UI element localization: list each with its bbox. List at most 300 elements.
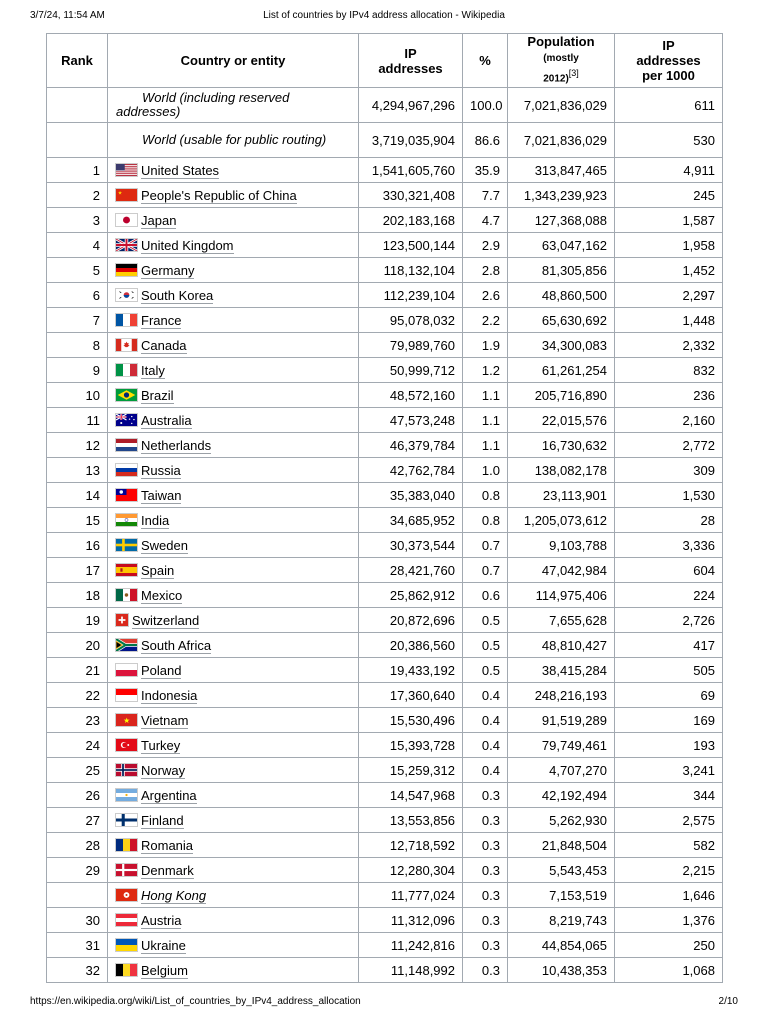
percent-cell: 0.3 bbox=[463, 858, 508, 883]
ro-flag bbox=[115, 838, 138, 852]
ip-addresses-cell: 330,321,408 bbox=[359, 183, 463, 208]
country-cell bbox=[108, 883, 359, 908]
percent-cell: 0.8 bbox=[463, 508, 508, 533]
world-name[interactable]: World (including reserved addresses) bbox=[116, 90, 290, 119]
table-row bbox=[47, 583, 723, 608]
country-cell bbox=[108, 458, 359, 483]
country-cell bbox=[108, 333, 359, 358]
ip-addresses-cell: 46,379,784 bbox=[359, 433, 463, 458]
percent-cell: 0.5 bbox=[463, 633, 508, 658]
rank-cell: 29 bbox=[47, 858, 108, 883]
table-row bbox=[47, 358, 723, 383]
country-cell bbox=[108, 583, 359, 608]
rank-cell: 31 bbox=[47, 933, 108, 958]
country-cell bbox=[108, 933, 359, 958]
per1000-cell: 2,297 bbox=[615, 283, 723, 308]
country-cell bbox=[108, 283, 359, 308]
rank-cell: 11 bbox=[47, 408, 108, 433]
ip-addresses-cell: 11,148,992 bbox=[359, 958, 463, 983]
table-row bbox=[47, 858, 723, 883]
percent-cell: 35.9 bbox=[463, 158, 508, 183]
country-cell bbox=[108, 758, 359, 783]
per1000-cell: 2,772 bbox=[615, 433, 723, 458]
hk-flag bbox=[115, 888, 138, 902]
population-cell: 1,343,239,923 bbox=[508, 183, 615, 208]
population-cell: 38,415,284 bbox=[508, 658, 615, 683]
rank-cell: 10 bbox=[47, 383, 108, 408]
population-cell: 138,082,178 bbox=[508, 458, 615, 483]
percent-cell: 2.2 bbox=[463, 308, 508, 333]
country-cell bbox=[108, 408, 359, 433]
table-row bbox=[47, 208, 723, 233]
country-link[interactable]: Hong Kong bbox=[141, 887, 207, 903]
country-cell bbox=[108, 533, 359, 558]
population-cell: 48,860,500 bbox=[508, 283, 615, 308]
country-link[interactable]: Poland bbox=[141, 662, 182, 678]
population-cell: 205,716,890 bbox=[508, 383, 615, 408]
col-rank-header[interactable]: Rank bbox=[47, 34, 108, 88]
country-link[interactable]: Argentina bbox=[141, 787, 197, 803]
ca-flag bbox=[115, 338, 138, 352]
tw-flag bbox=[115, 488, 138, 502]
country-link[interactable]: Sweden bbox=[141, 537, 188, 553]
country-link[interactable]: Australia bbox=[141, 412, 192, 428]
ip-addresses-cell: 15,393,728 bbox=[359, 733, 463, 758]
ip-addresses-cell: 20,386,560 bbox=[359, 633, 463, 658]
country-cell bbox=[108, 88, 359, 123]
table-row bbox=[47, 408, 723, 433]
country-cell bbox=[108, 208, 359, 233]
per1000-cell: 604 bbox=[615, 558, 723, 583]
population-cell: 65,630,692 bbox=[508, 308, 615, 333]
country-link[interactable]: United Kingdom bbox=[141, 237, 234, 253]
per1000-cell: 2,726 bbox=[615, 608, 723, 633]
pl-flag bbox=[115, 663, 138, 677]
table-row bbox=[47, 908, 723, 933]
de-flag bbox=[115, 263, 138, 277]
table-row bbox=[47, 283, 723, 308]
table-row bbox=[47, 958, 723, 983]
population-cell: 21,848,504 bbox=[508, 833, 615, 858]
country-link[interactable]: France bbox=[141, 312, 182, 328]
country-link[interactable]: Denmark bbox=[141, 862, 194, 878]
ru-flag bbox=[115, 463, 138, 477]
percent-cell: 0.5 bbox=[463, 658, 508, 683]
population-cell: 313,847,465 bbox=[508, 158, 615, 183]
table-row bbox=[47, 633, 723, 658]
ip-addresses-cell: 15,259,312 bbox=[359, 758, 463, 783]
percent-cell: 1.1 bbox=[463, 408, 508, 433]
table-row bbox=[47, 683, 723, 708]
ip-addresses-cell: 13,553,856 bbox=[359, 808, 463, 833]
table-row bbox=[47, 933, 723, 958]
table-row bbox=[47, 658, 723, 683]
ip-addresses-cell: 17,360,640 bbox=[359, 683, 463, 708]
per1000-cell: 28 bbox=[615, 508, 723, 533]
population-cell: 91,519,289 bbox=[508, 708, 615, 733]
rank-cell: 18 bbox=[47, 583, 108, 608]
per1000-cell: 582 bbox=[615, 833, 723, 858]
percent-cell: 0.4 bbox=[463, 683, 508, 708]
country-link[interactable]: Japan bbox=[141, 212, 177, 228]
table-header-row bbox=[47, 34, 723, 88]
print-footer bbox=[30, 996, 738, 1010]
percent-cell: 0.3 bbox=[463, 783, 508, 808]
country-link[interactable]: Netherlands bbox=[141, 437, 212, 453]
per1000-cell: 2,332 bbox=[615, 333, 723, 358]
country-link[interactable]: Mexico bbox=[141, 587, 183, 603]
dk-flag bbox=[115, 863, 138, 877]
country-link[interactable]: Austria bbox=[141, 912, 182, 928]
country-link[interactable]: Italy bbox=[141, 362, 165, 378]
svg-text:★: ★ bbox=[123, 715, 131, 725]
ip-addresses-cell: 95,078,032 bbox=[359, 308, 463, 333]
jp-flag bbox=[115, 213, 138, 227]
per1000-cell: 1,448 bbox=[615, 308, 723, 333]
population-cell: 34,300,083 bbox=[508, 333, 615, 358]
percent-cell: 0.3 bbox=[463, 958, 508, 983]
ch-flag bbox=[115, 613, 129, 627]
percent-cell: 0.3 bbox=[463, 808, 508, 833]
rank-cell: 32 bbox=[47, 958, 108, 983]
per1000-cell: 611 bbox=[615, 88, 723, 123]
svg-text:★: ★ bbox=[117, 190, 123, 197]
table-row bbox=[47, 508, 723, 533]
population-cell: 8,219,743 bbox=[508, 908, 615, 933]
population-cell: 248,216,193 bbox=[508, 683, 615, 708]
rank-cell: 27 bbox=[47, 808, 108, 833]
table-row bbox=[47, 833, 723, 858]
rank-cell: 6 bbox=[47, 283, 108, 308]
country-link[interactable]: Belgium bbox=[141, 962, 188, 978]
percent-cell: 0.3 bbox=[463, 933, 508, 958]
percent-cell: 1.1 bbox=[463, 433, 508, 458]
per1000-cell: 1,452 bbox=[615, 258, 723, 283]
tr-flag bbox=[115, 738, 138, 752]
vn-flag bbox=[115, 713, 138, 727]
percent-cell: 0.5 bbox=[463, 608, 508, 633]
per1000-cell: 1,530 bbox=[615, 483, 723, 508]
per1000-cell: 245 bbox=[615, 183, 723, 208]
rank-cell: 15 bbox=[47, 508, 108, 533]
ip-addresses-cell: 50,999,712 bbox=[359, 358, 463, 383]
population-cell: 7,153,519 bbox=[508, 883, 615, 908]
it-flag bbox=[115, 363, 138, 377]
print-datetime: 3/7/24, 11:54 AM bbox=[30, 10, 105, 21]
population-cell: 63,047,162 bbox=[508, 233, 615, 258]
per1000-cell: 832 bbox=[615, 358, 723, 383]
col-pct-header[interactable]: % bbox=[463, 34, 508, 88]
citation-link[interactable]: [3] bbox=[568, 68, 579, 79]
country-link[interactable]: Turkey bbox=[141, 737, 181, 753]
rank-cell: 13 bbox=[47, 458, 108, 483]
percent-cell: 2.9 bbox=[463, 233, 508, 258]
rank-cell: 23 bbox=[47, 708, 108, 733]
country-cell bbox=[108, 383, 359, 408]
table-row bbox=[47, 383, 723, 408]
table-row bbox=[47, 183, 723, 208]
population-cell: 22,015,576 bbox=[508, 408, 615, 433]
population-cell: 81,305,856 bbox=[508, 258, 615, 283]
country-link[interactable]: Indonesia bbox=[141, 687, 198, 703]
percent-cell: 100.0 bbox=[463, 88, 508, 123]
population-cell: 7,021,836,029 bbox=[508, 123, 615, 158]
percent-cell: 0.3 bbox=[463, 908, 508, 933]
per1000-cell: 1,068 bbox=[615, 958, 723, 983]
au-flag bbox=[115, 413, 138, 427]
percent-cell: 0.7 bbox=[463, 533, 508, 558]
country-link[interactable]: South Korea bbox=[141, 287, 214, 303]
rank-cell: 19 bbox=[47, 608, 108, 633]
print-url: https://en.wikipedia.org/wiki/List_of_countries_by_IPv4_address_allocation bbox=[30, 996, 361, 1007]
population-cell: 5,262,930 bbox=[508, 808, 615, 833]
ip-addresses-cell: 48,572,160 bbox=[359, 383, 463, 408]
country-link[interactable]: United States bbox=[141, 162, 220, 178]
rank-cell bbox=[47, 883, 108, 908]
rank-cell: 24 bbox=[47, 733, 108, 758]
nl-flag bbox=[115, 438, 138, 452]
ip-addresses-cell: 19,433,192 bbox=[359, 658, 463, 683]
ip-addresses-cell: 11,242,816 bbox=[359, 933, 463, 958]
population-cell: 7,655,628 bbox=[508, 608, 615, 633]
ip-addresses-cell: 1,541,605,760 bbox=[359, 158, 463, 183]
rank-cell: 17 bbox=[47, 558, 108, 583]
ip-addresses-cell: 11,777,024 bbox=[359, 883, 463, 908]
per1000-cell: 3,241 bbox=[615, 758, 723, 783]
ip-addresses-cell: 4,294,967,296 bbox=[359, 88, 463, 123]
fr-flag bbox=[115, 313, 138, 327]
percent-cell: 0.4 bbox=[463, 758, 508, 783]
rank-cell: 16 bbox=[47, 533, 108, 558]
population-cell: 23,113,901 bbox=[508, 483, 615, 508]
per1000-cell: 250 bbox=[615, 933, 723, 958]
print-title: List of countries by IPv4 address allocation - Wikipedia bbox=[263, 10, 505, 21]
country-link[interactable]: Brazil bbox=[141, 387, 174, 403]
per1000-cell: 1,958 bbox=[615, 233, 723, 258]
country-link[interactable]: Spain bbox=[141, 562, 175, 578]
rank-cell: 2 bbox=[47, 183, 108, 208]
in-flag bbox=[115, 513, 138, 527]
country-link[interactable]: South Africa bbox=[141, 637, 212, 653]
country-link[interactable]: India bbox=[141, 512, 170, 528]
col-country-header[interactable]: Country or entity bbox=[108, 34, 359, 88]
country-cell bbox=[108, 658, 359, 683]
ip-addresses-cell: 30,373,544 bbox=[359, 533, 463, 558]
population-cell: 5,543,453 bbox=[508, 858, 615, 883]
rank-cell: 9 bbox=[47, 358, 108, 383]
ar-flag bbox=[115, 788, 138, 802]
population-cell: 4,707,270 bbox=[508, 758, 615, 783]
population-cell: 79,749,461 bbox=[508, 733, 615, 758]
percent-cell: 1.9 bbox=[463, 333, 508, 358]
se-flag bbox=[115, 538, 138, 552]
country-cell bbox=[108, 433, 359, 458]
mx-flag bbox=[115, 588, 138, 602]
country-cell bbox=[108, 308, 359, 333]
ip-addresses-cell: 34,685,952 bbox=[359, 508, 463, 533]
country-cell bbox=[108, 908, 359, 933]
per1000-cell: 1,376 bbox=[615, 908, 723, 933]
country-cell bbox=[108, 683, 359, 708]
no-flag bbox=[115, 763, 138, 777]
country-cell bbox=[108, 833, 359, 858]
country-link[interactable]: Russia bbox=[141, 462, 181, 478]
ip-addresses-cell: 25,862,912 bbox=[359, 583, 463, 608]
percent-cell: 2.8 bbox=[463, 258, 508, 283]
fi-flag bbox=[115, 813, 138, 827]
gb-flag bbox=[115, 238, 138, 252]
rank-cell: 4 bbox=[47, 233, 108, 258]
country-cell bbox=[108, 733, 359, 758]
rank-cell: 25 bbox=[47, 758, 108, 783]
per1000-cell: 4,911 bbox=[615, 158, 723, 183]
ipv4-allocation-table bbox=[46, 33, 723, 983]
table-row bbox=[47, 233, 723, 258]
country-link[interactable]: Vietnam bbox=[141, 712, 189, 728]
country-cell bbox=[108, 233, 359, 258]
be-flag bbox=[115, 963, 138, 977]
us-flag bbox=[115, 163, 138, 177]
per1000-cell: 530 bbox=[615, 123, 723, 158]
rank-cell: 14 bbox=[47, 483, 108, 508]
per1000-cell: 236 bbox=[615, 383, 723, 408]
percent-cell: 2.6 bbox=[463, 283, 508, 308]
country-cell bbox=[108, 858, 359, 883]
rank-cell: 5 bbox=[47, 258, 108, 283]
ip-addresses-cell: 28,421,760 bbox=[359, 558, 463, 583]
ip-addresses-cell: 12,280,304 bbox=[359, 858, 463, 883]
population-cell: 114,975,406 bbox=[508, 583, 615, 608]
per1000-cell: 1,587 bbox=[615, 208, 723, 233]
country-cell bbox=[108, 558, 359, 583]
table-row bbox=[47, 558, 723, 583]
country-cell bbox=[108, 183, 359, 208]
table-row bbox=[47, 308, 723, 333]
percent-cell: 0.8 bbox=[463, 483, 508, 508]
percent-cell: 0.4 bbox=[463, 733, 508, 758]
table-row bbox=[47, 533, 723, 558]
table-row bbox=[47, 483, 723, 508]
country-link[interactable]: Norway bbox=[141, 762, 186, 778]
br-flag bbox=[115, 388, 138, 402]
table-row bbox=[47, 883, 723, 908]
col-per1000-header[interactable]: IP addresses per 1000 bbox=[615, 34, 723, 88]
population-cell: 127,368,088 bbox=[508, 208, 615, 233]
country-link[interactable]: People's Republic of China bbox=[141, 187, 297, 203]
per1000-cell: 224 bbox=[615, 583, 723, 608]
country-link[interactable]: Ukraine bbox=[141, 937, 186, 953]
rank-cell bbox=[47, 123, 108, 158]
ip-addresses-cell: 35,383,040 bbox=[359, 483, 463, 508]
percent-cell: 0.3 bbox=[463, 833, 508, 858]
country-link[interactable]: Canada bbox=[141, 337, 187, 353]
country-link[interactable]: Germany bbox=[141, 262, 195, 278]
table-row bbox=[47, 733, 723, 758]
rank-cell: 30 bbox=[47, 908, 108, 933]
percent-cell: 86.6 bbox=[463, 123, 508, 158]
per1000-cell: 69 bbox=[615, 683, 723, 708]
percent-cell: 0.4 bbox=[463, 708, 508, 733]
print-page-number: 2/10 bbox=[718, 996, 738, 1007]
table-row bbox=[47, 333, 723, 358]
col-ip-header[interactable]: IP addresses bbox=[359, 34, 463, 88]
ip-addresses-cell: 11,312,096 bbox=[359, 908, 463, 933]
population-cell: 7,021,836,029 bbox=[508, 88, 615, 123]
per1000-cell: 3,336 bbox=[615, 533, 723, 558]
country-link[interactable]: Taiwan bbox=[141, 487, 182, 503]
country-cell bbox=[108, 508, 359, 533]
country-cell bbox=[108, 633, 359, 658]
ua-flag bbox=[115, 938, 138, 952]
table-row bbox=[47, 458, 723, 483]
rank-cell: 12 bbox=[47, 433, 108, 458]
id-flag bbox=[115, 688, 138, 702]
at-flag bbox=[115, 913, 138, 927]
country-cell bbox=[108, 483, 359, 508]
percent-cell: 4.7 bbox=[463, 208, 508, 233]
country-cell bbox=[108, 158, 359, 183]
rank-cell: 3 bbox=[47, 208, 108, 233]
country-link[interactable]: Romania bbox=[141, 837, 194, 853]
rank-cell: 26 bbox=[47, 783, 108, 808]
ip-addresses-cell: 12,718,592 bbox=[359, 833, 463, 858]
table-row-world bbox=[47, 123, 723, 158]
print-header bbox=[30, 10, 738, 24]
population-cell: 44,854,065 bbox=[508, 933, 615, 958]
per1000-cell: 309 bbox=[615, 458, 723, 483]
per1000-cell: 193 bbox=[615, 733, 723, 758]
ip-addresses-cell: 3,719,035,904 bbox=[359, 123, 463, 158]
rank-cell bbox=[47, 88, 108, 123]
rank-cell: 1 bbox=[47, 158, 108, 183]
country-cell bbox=[108, 123, 359, 158]
ip-addresses-cell: 79,989,760 bbox=[359, 333, 463, 358]
country-cell bbox=[108, 783, 359, 808]
col-population-header[interactable]: Population (mostly 2012)[3] bbox=[508, 34, 615, 88]
population-cell: 61,261,254 bbox=[508, 358, 615, 383]
table-row bbox=[47, 258, 723, 283]
za-flag bbox=[115, 638, 138, 652]
percent-cell: 0.3 bbox=[463, 883, 508, 908]
per1000-cell: 2,160 bbox=[615, 408, 723, 433]
world-name[interactable]: World (usable for public routing) bbox=[142, 132, 327, 147]
kr-flag bbox=[115, 288, 138, 302]
es-flag bbox=[115, 563, 138, 577]
table-row bbox=[47, 783, 723, 808]
country-link[interactable]: Finland bbox=[141, 812, 184, 828]
table-row bbox=[47, 608, 723, 633]
country-cell bbox=[108, 358, 359, 383]
per1000-cell: 505 bbox=[615, 658, 723, 683]
percent-cell: 1.0 bbox=[463, 458, 508, 483]
population-cell: 48,810,427 bbox=[508, 633, 615, 658]
ip-addresses-cell: 202,183,168 bbox=[359, 208, 463, 233]
country-cell bbox=[108, 808, 359, 833]
ip-addresses-cell: 15,530,496 bbox=[359, 708, 463, 733]
ip-addresses-cell: 14,547,968 bbox=[359, 783, 463, 808]
country-link[interactable]: Switzerland bbox=[132, 612, 200, 628]
table-row-world bbox=[47, 88, 723, 123]
population-cell: 9,103,788 bbox=[508, 533, 615, 558]
ip-addresses-cell: 20,872,696 bbox=[359, 608, 463, 633]
table-row bbox=[47, 758, 723, 783]
per1000-cell: 344 bbox=[615, 783, 723, 808]
country-cell bbox=[108, 958, 359, 983]
percent-cell: 1.2 bbox=[463, 358, 508, 383]
rank-cell: 21 bbox=[47, 658, 108, 683]
percent-cell: 1.1 bbox=[463, 383, 508, 408]
rank-cell: 7 bbox=[47, 308, 108, 333]
